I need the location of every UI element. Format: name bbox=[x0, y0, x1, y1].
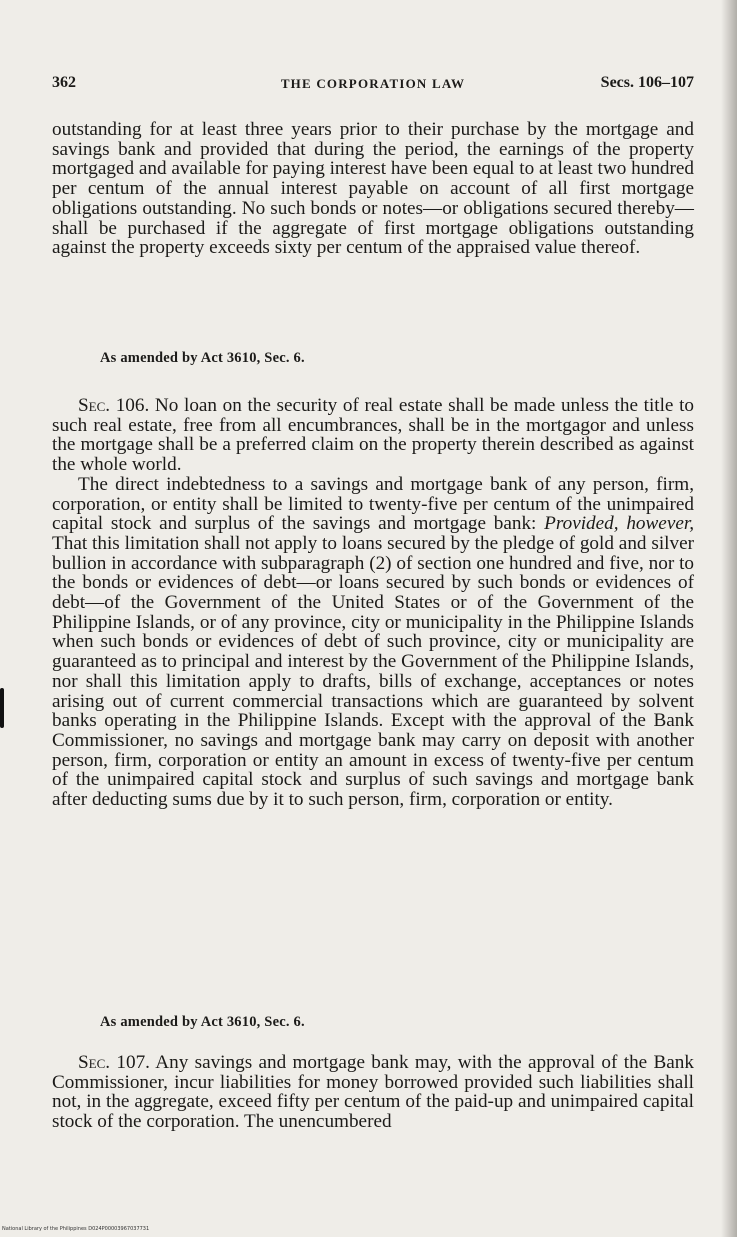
continued-paragraph-text: outstanding for at least three years prior to their purchase by the mortgage and savings bank and provided that during the period, the earnings of the property mortgaged and available for paying interest have been equal to at least two hundred per centum of the annual interest payable on account of all first mortgage obligations outstanding. No such bonds or notes—or obligations secured thereby—shall be purchased if the aggregate of first mortgage obligations outstanding against the property exceeds sixty per centum of the appraised value thereof. bbox=[52, 119, 695, 259]
scan-footer: National Library of the Philippines D024P00003967037731 bbox=[2, 1226, 150, 1232]
section-107-text: Any savings and mortgage bank may, with the approval of the Bank Commissioner, incur liabilities for money borrowed provided such liabilities shall not, in the aggregate, exceed fifty per centum of the paid-up and unimpaired capital stock of the corporation. The unencumbered bbox=[52, 1052, 694, 1133]
section-106-paragraph-1 bbox=[52, 396, 694, 475]
page-header bbox=[52, 74, 694, 98]
section-107 bbox=[52, 1053, 694, 1132]
section-107-label: Sec. 107. bbox=[78, 1052, 150, 1073]
section-106-p2-before: The direct indebtedness to a savings and mortgage bank of any person, firm, corporation, or entity shall be limited to twenty-five per centum of the unimpaired capital stock and surplus of the savings and mortgage bank: bbox=[52, 473, 694, 535]
section-106-p2-after: That this limitation shall not apply to loans secured by the pledge of gold and silver bullion in accordance with subparagraph (2) of section one hundred and five, nor to the bonds or evidences of debt—or loans secured by such bonds or evidences of debt—of the Government of the United States or of the Government of the Philippine Islands, or of any province, city or municipality in the Philippine Islands when such bonds or evidences of debt of such province, city or municipality are guaranteed as to principal and interest by the Government of the Philippine Islands, nor shall this limitation apply to drafts, bills of exchange, acceptances or notes arising out of current commercial transactions which are guaranteed by solvent banks operating in the Philippine Islands. Except with the approval of the Bank Commissioner, no savings and mortgage bank may carry on deposit with another person, firm, corporation or entity an amount in excess of twenty-five per centum of the unimpaired capital stock and surplus of such savings and mortgage bank after deducting sums due by it to such person, firm, corporation or entity. bbox=[52, 532, 694, 811]
amendment-note-1: As amended by Act 3610, Sec. 6. bbox=[100, 350, 305, 366]
section-107-paragraph bbox=[52, 1053, 694, 1132]
binding-mark bbox=[0, 688, 4, 728]
running-title: THE CORPORATION LAW bbox=[280, 76, 466, 91]
page-edge-shadow bbox=[721, 0, 737, 1237]
amendment-note-2: As amended by Act 3610, Sec. 6. bbox=[100, 1014, 305, 1030]
page-number: 362 bbox=[52, 74, 76, 91]
section-106-text: No loan on the security of real estate shall be made unless the title to such real estate, free from all encumbrances, shall be in the mortgagor and unless the mortgage shall be a preferred claim on the property therein described as against the whole world. bbox=[52, 395, 694, 476]
continued-paragraph bbox=[52, 120, 694, 258]
section-106-proviso: Provided, however, bbox=[544, 513, 694, 535]
section-106-label: Sec. 106. bbox=[78, 395, 150, 416]
section-106-paragraph-2 bbox=[52, 475, 694, 810]
section-range: Secs. 106–107 bbox=[600, 74, 694, 91]
section-106 bbox=[52, 396, 694, 810]
